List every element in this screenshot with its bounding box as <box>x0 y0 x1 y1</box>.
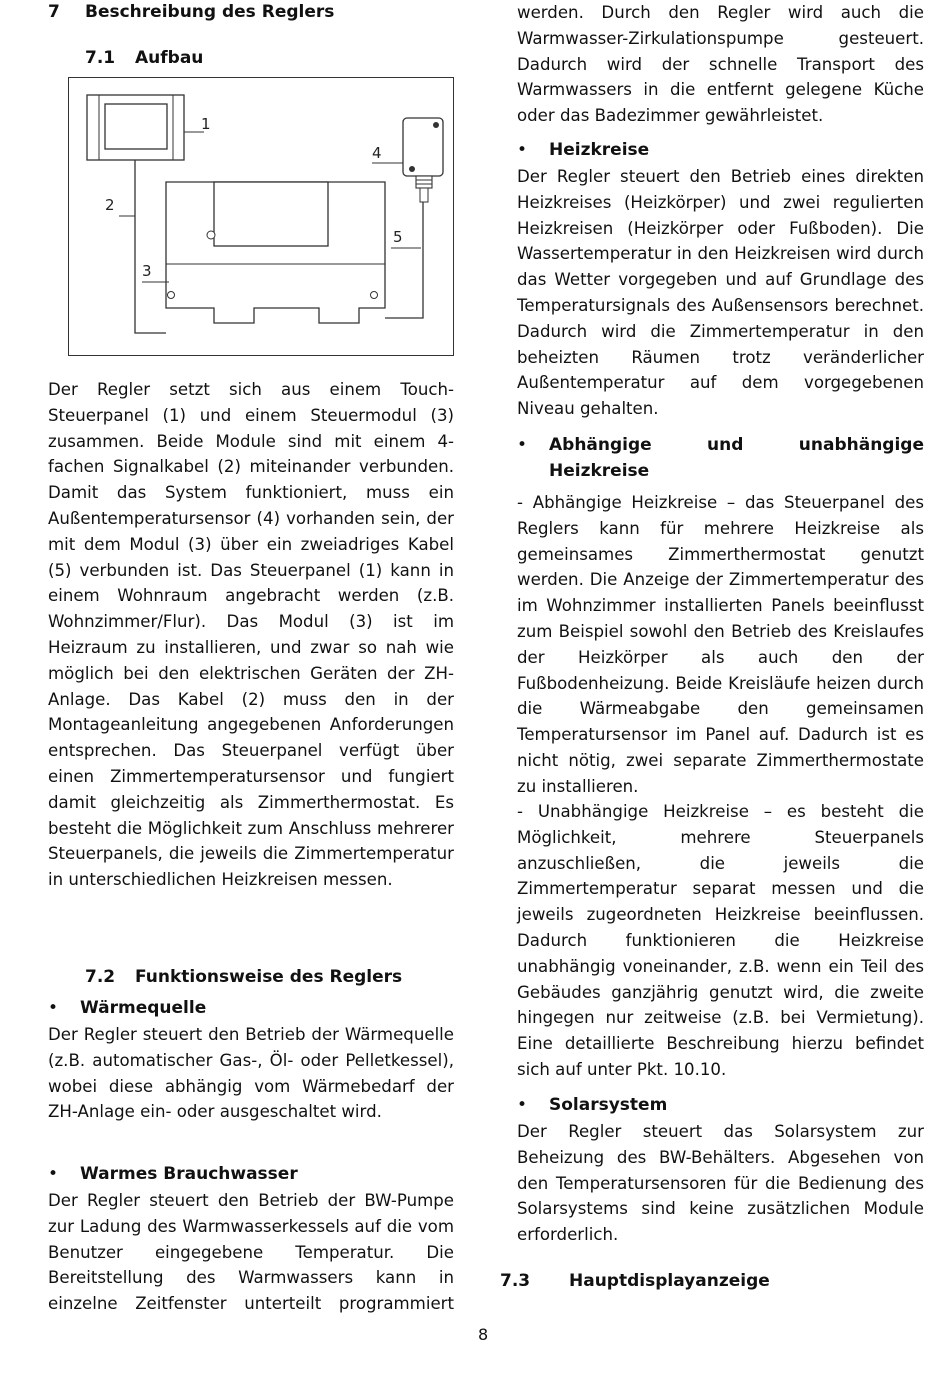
diagram-label-4: 4 <box>372 144 382 162</box>
sensor-cable <box>385 202 423 318</box>
bullet-dot: • <box>517 140 528 160</box>
controller-setup-diagram <box>68 77 454 356</box>
bullet-dot: • <box>517 435 528 455</box>
bullet-title: Warmes Brauchwasser <box>80 1164 298 1184</box>
section-heading <box>48 0 334 24</box>
brauchwasser-paragraph-part1: Der Regler steuert den Betrieb der BW-Pumpe zur Ladung des Warmwasserkessels auf die vom Benutzer eingegebene Temperatur. Die Bereitstellung des Warmwassers kann in einzelne Zeitfenster unterteilt programmiert <box>48 1191 454 1314</box>
bullet-title-line1: Abhängige und unabhängige <box>549 435 924 455</box>
section-title: Beschreibung des Reglers <box>85 2 335 22</box>
waermequelle-paragraph: Der Regler steuert den Betrieb der Wärmequelle (z.B. automatischer Gas-, Öl- oder Pelletkessel), wobei diese abhängig vom Wärmebedarf der ZH-Anlage ein- oder ausgeschaltet wird. <box>48 1025 454 1122</box>
subsection-heading-7-1 <box>85 46 203 70</box>
bullet-title: Heizkreise <box>549 140 650 160</box>
page-number: 8 <box>478 1325 489 1344</box>
bullet-title: Solarsystem <box>549 1095 668 1115</box>
subsection-number: 7.1 <box>85 48 116 68</box>
touch-panel-screen <box>105 104 167 149</box>
brauchwasser-paragraph-part2: werden. Durch den Regler wird auch die Warmwasser-Zirkulationspumpe gesteuert. Dadurch wird der schnelle Transport des Warmwassers in die entfernt gelegene Küche oder das Badezimmer gewährleistet. <box>517 3 924 126</box>
bullet-dot: • <box>48 1164 59 1184</box>
diagram-svg <box>69 78 453 355</box>
section-number: 7 <box>48 2 60 22</box>
unabhaengige-paragraph: - Unabhängige Heizkreise – es besteht die Möglichkeit, mehrere Steuerpanels anzuschließen, die jeweils die Zimmertemperatur separat messen und die jeweils zugeordneten Heizkreise beeinflussen. Dadurch funktionieren die Heizkreise unabhängig voneinander, z.B. wenn ein Teil des Gebäudes ganzjährig genutzt wird, die zweite hingegen nur zeitweise (z.B. bei Vermietung). Eine detaillierte Beschreibung hierzu befindet sich auf unter Pkt. 10.10. <box>517 802 924 1079</box>
diagram-label-3: 3 <box>142 262 152 280</box>
diagram-label-2: 2 <box>105 196 115 214</box>
subsection-heading-7-3 <box>500 1269 770 1293</box>
bullet-title: Wärmequelle <box>80 998 207 1018</box>
diagram-label-5: 5 <box>393 228 403 246</box>
subsection-number: 7.3 <box>500 1271 531 1291</box>
subsection-title: Aufbau <box>135 48 204 68</box>
subsection-heading-7-2 <box>85 965 402 989</box>
diagram-label-1: 1 <box>201 115 211 133</box>
control-module-cover <box>214 182 328 246</box>
signal-cable <box>135 160 166 333</box>
subsection-number: 7.2 <box>85 967 116 987</box>
subsection-title: Funktionsweise des Reglers <box>135 967 403 987</box>
heizkreise-paragraph: Der Regler steuert den Betrieb eines direkten Heizkreises (Heizkörper) und zwei regulierten Heizkreisen (Heizkörper oder Fußboden). Die Wassertemperatur in den Heizkreisen wird durch das Wetter vorgegeben und auf Grundlage des Temperatursignals des Außensensors berechnet. Dadurch wird die Zimmertemperatur in den beheizten Räumen trotz veränderlicher Außentemperatur auf dem vorgegebenen Niveau gehalten. <box>517 167 924 419</box>
bullet-dot: • <box>517 1095 528 1115</box>
solarsystem-paragraph: Der Regler steuert das Solarsystem zur Beheizung des BW-Behälters. Abgesehen von den Temperatursensoren für die Bedienung des Solarsystems sind keine zusätzlichen Module erforderlich. <box>517 1122 924 1245</box>
bullet-dot: • <box>48 998 59 1018</box>
bullet-title-line2: Heizkreise <box>549 460 650 481</box>
subsection-title: Hauptdisplayanzeige <box>569 1271 770 1291</box>
abhaengige-paragraph: - Abhängige Heizkreise – das Steuerpanel des Reglers kann für mehrere Heizkreise als gemeinsames Zimmerthermostat genutzt werden. Die Anzeige der Zimmertemperatur des im Wohnzimmer installierten Panels beeinflusst zum Beispiel sowohl den Betrieb des Kreislaufes der Heizkörper als auch den der Fußbodenheizung. Beide Kreisläufe heizen durch die Wärmeabgabe den gemeinsamen Temperatursensor im Panel auf. Dadurch ist es nicht nötig, zwei separate Zimmerthermostate zu installieren. <box>517 493 924 796</box>
aufbau-paragraph: Der Regler setzt sich aus einem Touch-Steuerpanel (1) und einem Steuermodul (3) zusammen. Beide Module sind mit einem 4-fachen Signalkabel (2) miteinander verbunden. Damit das System funktioniert, muss ein Außentemperatursensor (4) vorhanden sein, der mit dem Modul (3) über ein zweiadriges Kabel (5) verbunden ist. Das Steuerpanel (1) kann in einem Wohnraum angebracht werden (z.B. Wohnzimmer/Flur). Das Modul (3) ist im Heizraum zu installieren, und zwar so nah wie möglich bei den elektrischen Geräten der ZH-Anlage. Das Kabel (2) muss den in der Montageanleitung angegebenen Anforderungen entsprechen. Das Steuerpanel verfügt über einen Zimmertemperatursensor und fungiert damit gleichzeitig als Zimmerthermostat. Es besteht die Möglichkeit zum Anschluss mehrerer Steuerpanels, die jeweils die Zimmertemperatur in unterschiedlichen Heizkreisen messen. <box>48 380 454 890</box>
